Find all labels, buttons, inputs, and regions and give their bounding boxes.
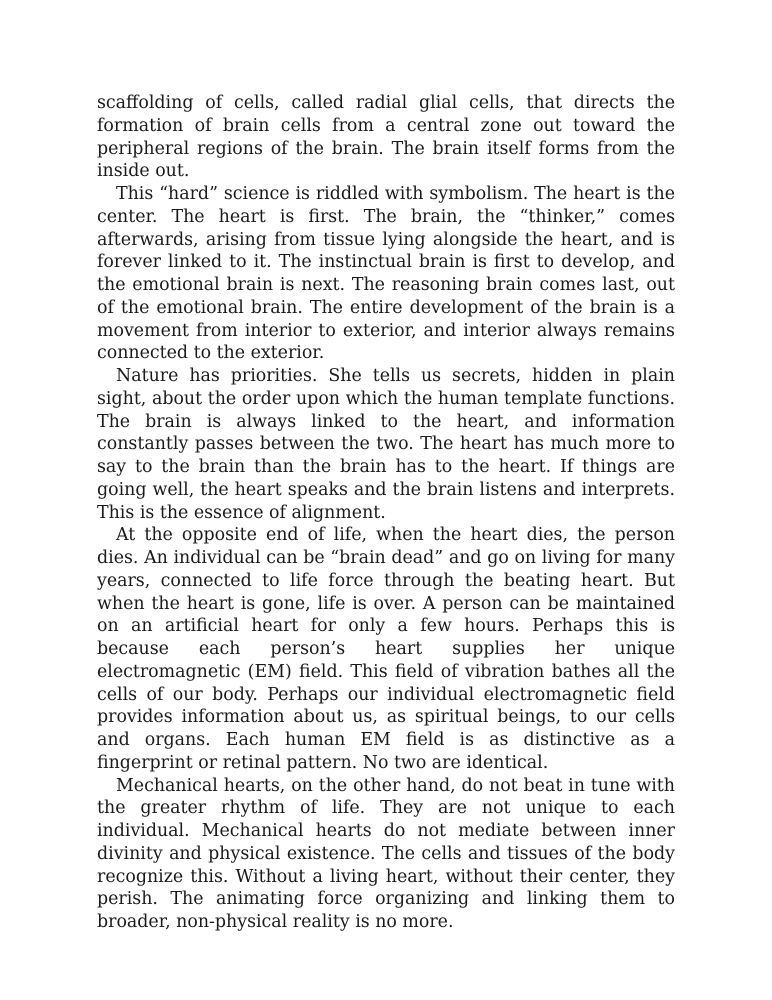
paragraph-symbolism: This “hard” science is riddled with symbolism. The heart is the center. The heart is first. The brain, the “thinker,” comes afterwards, arising from tissue lying alongside the heart, and is forever linked to it. The instinctual brain is first to develop, and the emotional brain is next. The reasoning brain comes last, out of the emotional brain. The entire development of the brain is a movement from interior to exterior, and interior always remains connected to the exterior. [97,184,675,364]
paragraph-end-of-life: At the opposite end of life, when the heart dies, the person dies. An individual can be “brain dead” and go on living for many years, connected to life force through the beating heart. But when the heart is gone, life is over. A person can be maintained on an artificial heart for only a few hours. Perhaps this is because each person’s heart supplies her unique electromagnetic (EM) field. This field of vibration bathes all the cells of our body. Perhaps our individual electromagnetic field provides information about us, as spiritual beings, to our cells and organs. Each human EM field is as distinctive as a fingerprint or retinal pattern. No two are identical. [97,525,675,773]
paragraph-nature-priorities: Nature has priorities. She tells us secrets, hidden in plain sight, about the order upon which the human template functions. The brain is always linked to the heart, and information constantly passes between the two. The heart has much more to say to the brain than the brain has to the heart. If things are going well, the heart speaks and the brain listens and interprets. This is the essence of alignment. [97,366,675,523]
paragraph-mechanical-hearts: Mechanical hearts, on the other hand, do not beat in tune with the greater rhythm of life. They are not unique to each individual. Mechanical hearts do not mediate between inner divinity and physical existence. The cells and tissues of the body recognize this. Without a living heart, without their center, they perish. The animating force organizing and linking them to broader, non-physical reality is no more. [97,775,675,932]
body-text [97,92,675,934]
paragraph-continued: scaffolding of cells, called radial glial cells, that directs the formation of brain cells from a central zone out toward the peripheral regions of the brain. The brain itself forms from the inside out. [97,93,675,182]
